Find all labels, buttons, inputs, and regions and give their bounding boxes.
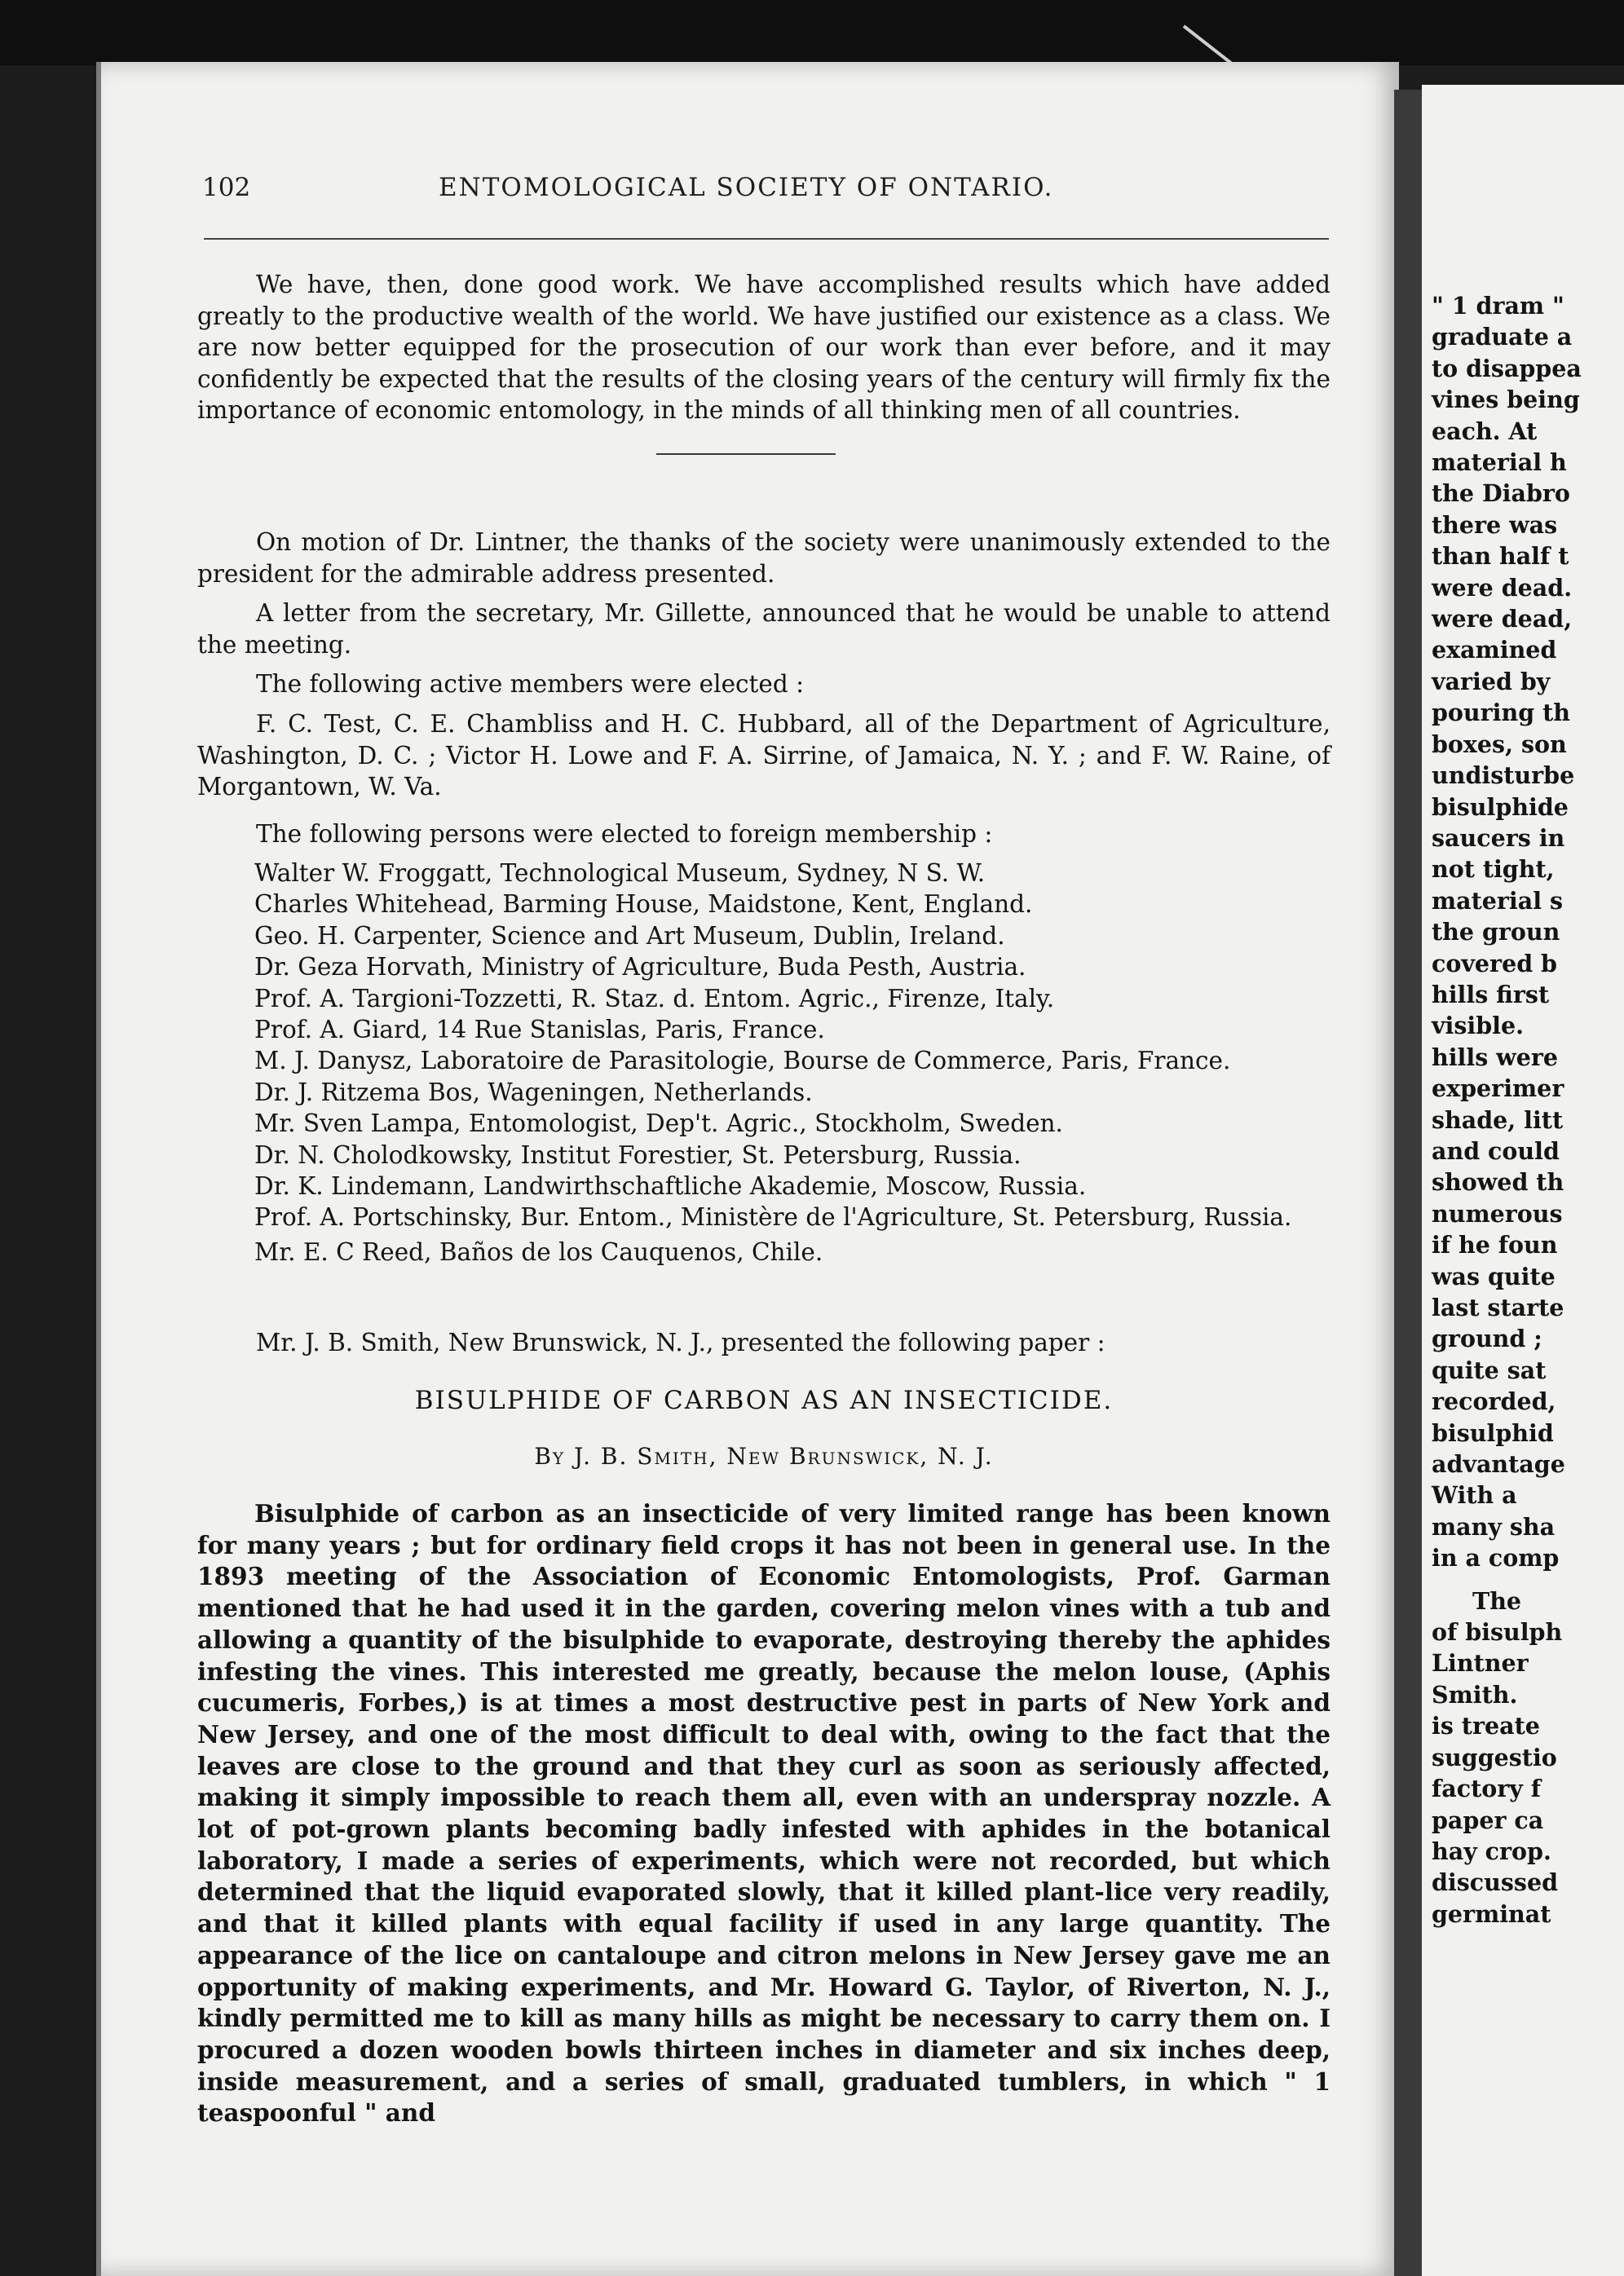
letter-paragraph: A letter from the secretary, Mr. Gillette, announced that he would be unable to attend the meeting. [197,599,1331,659]
member-entry: Prof. A. Portschinsky, Bur. Entom., Ministère de l'Agriculture, St. Petersburg, Russia. [254,1203,1292,1232]
right-line: " 1 dram " [1432,292,1564,320]
right-line: hills first [1432,980,1550,1008]
right-line: showed th [1432,1168,1564,1197]
right-line: material s [1432,886,1564,915]
foreign-members-list [254,858,1331,1268]
right-line: and could [1432,1136,1560,1165]
right-line: last starte [1432,1294,1564,1321]
right-line: the groun [1432,918,1560,946]
paper-body-block [197,1498,1331,2129]
right-line: numerous [1432,1199,1563,1228]
book-gutter [1394,90,1422,2276]
presented-line: Mr. J. B. Smith, New Brunswick, N. J., presented the following paper : [256,1329,1105,1356]
right-line: saucers in [1432,823,1565,852]
byline-prefix: By [534,1443,566,1470]
active-intro: The following active members were elected : [256,670,805,699]
right-line: suggestio [1432,1743,1557,1771]
film-border [0,0,1624,65]
right-line: advantage [1432,1450,1565,1479]
right-page-text [1432,290,1624,1930]
motion-paragraph: On motion of Dr. Lintner, the thanks of the society were unanimously extended to the president for the admirable address presented. [197,528,1331,588]
right-line: vines being [1432,386,1580,414]
right-line: undisturbe [1432,761,1575,790]
right-line: quite sat [1432,1356,1547,1384]
right-line: were dead, [1432,605,1573,633]
right-line: With a [1432,1481,1517,1510]
right-page [1422,85,1624,2276]
right-line: to disappea [1432,354,1582,382]
paragraph-gap [1432,1574,1624,1586]
member-entry: Charles Whitehead, Barming House, Maidstone, Kent, England. [254,890,1033,919]
byline-author: J. B. Smith, New Brunswick, N. J. [574,1443,994,1470]
page-number: 102 [202,173,251,202]
section-divider [656,453,836,455]
right-line: Lintner [1432,1649,1529,1678]
member-entry: Dr. K. Lindemann, Landwirthschaftliche Akademie, Moscow, Russia. [254,1172,1087,1201]
member-entry: Prof. A. Giard, 14 Rue Stanislas, Paris, France. [254,1016,825,1044]
member-entry: Dr. N. Cholodkowsky, Institut Forestier, St. Petersburg, Russia. [254,1140,1022,1169]
foreign-intro: The following persons were elected to foreign membership : [256,820,993,848]
presented-block [197,1327,1331,1359]
running-head [202,173,1327,214]
right-line: of bisulph [1432,1618,1563,1647]
member-entry: Dr. Geza Horvath, Ministry of Agriculture, Buda Pesth, Austria. [254,953,1026,981]
right-line: visible. [1432,1012,1525,1040]
right-line: bisulphid [1432,1418,1554,1447]
minutes-block [197,527,1331,803]
paper-byline [197,1443,1331,1470]
right-line: material h [1432,448,1567,477]
member-entry: Mr. E. C Reed, Baños de los Cauquenos, Chile. [254,1237,823,1266]
closing-paragraph-block [197,269,1331,426]
right-line: experimer [1432,1074,1564,1103]
right-line: covered b [1432,949,1557,977]
right-line: were dead. [1432,573,1573,602]
right-line: many sha [1432,1512,1556,1541]
right-line: The [1472,1586,1522,1615]
right-line: hay crop. [1432,1837,1551,1865]
right-line: recorded, [1432,1387,1556,1416]
paper-title: BISULPHIDE OF CARBON AS AN INSECTICIDE. [414,1386,1114,1415]
right-line: discussed [1432,1868,1559,1897]
header-rule [204,238,1329,240]
right-line: graduate a [1432,323,1573,351]
right-line: boxes, son [1432,730,1567,758]
right-line: there was [1432,510,1558,539]
right-line: Smith. [1432,1680,1518,1709]
right-line: shade, litt [1432,1105,1564,1134]
member-entry: Dr. J. Ritzema Bos, Wageningen, Netherlands. [254,1078,813,1106]
right-line: ground ; [1432,1325,1542,1353]
member-entry: M. J. Danysz, Laboratoire de Parasitologie, Bourse de Commerce, Paris, France. [254,1047,1231,1075]
member-entry: Geo. H. Carpenter, Science and Art Museum, Dublin, Ireland. [254,921,1005,950]
right-line: varied by [1432,667,1551,695]
right-line: was quite [1432,1262,1556,1290]
right-line: bisulphide [1432,792,1569,821]
paper-body: Bisulphide of carbon as an insecticide of very limited range has been known for many years ; but for ordinary field crops it has not been in general use. In the 1893 meeting of the Association of Economic Entomologists, Prof. Garman mentioned that he had used it in the garden, covering melon vines with a tub and allowing a quantity of the bisulphide to evaporate, destroying thereby the aphides infesting the vines. This interested me greatly, because the melon louse, (Aphis cucumeris, Forbes,) is at times a most destructive pest in parts of New York and New Jersey, and one of the most difficult to deal with, owing to the fact that the leaves are close to the ground and that they curl as soon as seriously affected, making it simply impossible to reach them all, even with an underspray nozzle. A lot of pot-grown plants becoming badly infested with aphides in the botanical laboratory, I made a series of experiments, which were not recorded, but which determined that the liquid evaporated slowly, that it killed plant-lice very readily, and that it killed plants with equal facility if used in any large quantity. The appearance of the lice on cantaloupe and citron melons in New Jersey gave me an opportunity of making experiments, and Mr. Howard G. Taylor, of Riverton, N. J., kindly permitted me to kill as many hills as might be necessary to carry them on. I procured a dozen wooden bowls thirteen inches in diameter and six inches deep, inside measurement, and a series of small, graduated tumblers, in which " 1 teaspoonful " and [197,1499,1331,2128]
member-entry: Walter W. Froggatt, Technological Museum, Sydney, N S. W. [254,859,986,887]
foreign-intro-block [197,818,1331,850]
member-entry: Mr. Sven Lampa, Entomologist, Dep't. Agric., Stockholm, Sweden. [254,1109,1063,1138]
right-line: than half t [1432,542,1569,571]
right-line: if he foun [1432,1231,1558,1259]
right-line: is treate [1432,1712,1540,1740]
right-line: the Diabro [1432,479,1570,508]
right-line: hills were [1432,1043,1558,1071]
running-title: ENTOMOLOGICAL SOCIETY OF ONTARIO. [439,173,1054,202]
right-line: factory f [1432,1775,1542,1803]
active-members: F. C. Test, C. E. Chambliss and H. C. Hubbard, all of the Department of Agriculture, Washington, D. C. ; Victor H. Lowe and F. A. Sirrine, of Jamaica, N. Y. ; and F. W. Raine, of Morgantown, W. Va. [197,709,1331,801]
right-line: each. At [1432,417,1538,445]
right-line: paper ca [1432,1806,1544,1834]
right-line: examined [1432,636,1557,664]
right-line: pouring th [1432,699,1570,727]
right-line: not tight, [1432,855,1555,884]
member-entry: Prof. A. Targioni-Tozzetti, R. Staz. d. Entom. Agric., Firenze, Italy. [254,984,1055,1012]
closing-paragraph: We have, then, done good work. We have accomplished results which have added greatly to the productive wealth of the world. We have justified our existence as a class. We are now better equipped for the prosecution of our work than ever before, and it may confidently be expected that the results of the closing years of the century will firmly fix the importance of economic entomology, in the minds of all thinking men of all countries. [197,271,1331,425]
right-line: in a comp [1432,1544,1560,1572]
right-line: germinat [1432,1899,1551,1928]
